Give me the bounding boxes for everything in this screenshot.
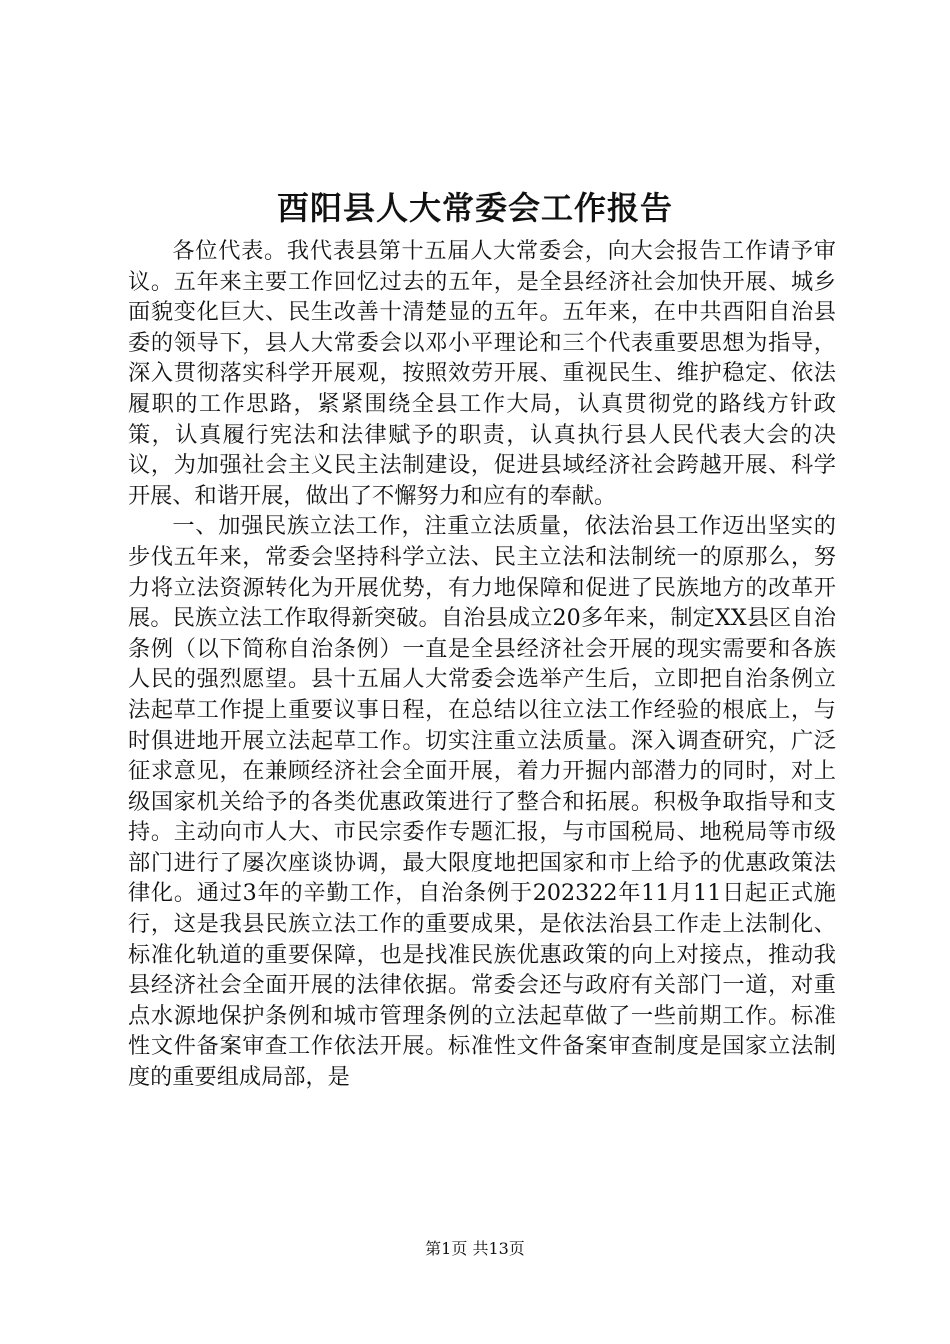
paragraph-section-one: 一、加强民族立法工作，注重立法质量，依法治县工作迈出坚实的步伐五年来，常委会坚持科学立法、民主立法和法制统一的原那么，努力将立法资源转化为开展优势，有力地保障和促进了民族地方的改革开展。民族立法工作取得新突破。自治县成立20多年来，制定XX县区自治条例（以下简称自治条例）一直是全县经济社会开展的现实需要和各族人民的强烈愿望。县十五届人大常委会选举产生后，立即把自治条例立法起草工作提上重要议事日程，在总结以往立法工作经验的根底上，与时俱进地开展立法起草工作。切实注重立法质量。深入调查研究，广泛征求意见，在兼顾经济社会全面开展，着力开掘内部潜力的同时，对上级国家机关给予的各类优惠政策进行了整合和拓展。积极争取指导和支持。主动向市人大、市民宗委作专题汇报，与市国税局、地税局等市级部门进行了屡次座谈协调，最大限度地把国家和市上给予的优惠政策法律化。通过3年的辛勤工作，自治条例于202322年11月11日起正式施行，这是我县民族立法工作的重要成果，是依法治县工作走上法制化、标准化轨道的重要保障，也是找准民族优惠政策的向上对接点，推动我县经济社会全面开展的法律依据。常委会还与政府有关部门一道，对重点水源地保护条例和城市管理条例的立法起草做了一些前期工作。标准性文件备案审查工作依法开展。标准性文件备案审查制度是国家立法制度的重要组成局部，是: [128, 513, 836, 1091]
paragraph-intro: 各位代表。我代表县第十五届人大常委会，向大会报告工作请予审议。五年来主要工作回忆过去的五年，是全县经济社会加快开展、城乡面貌变化巨大、民生改善十清楚显的五年。五年来，在中共酉阳自治县委的领导下，县人大常委会以邓小平理论和三个代表重要思想为指导，深入贯彻落实科学开展观，按照效劳开展、重视民生、维护稳定、依法履职的工作思路，紧紧围绕全县工作大局，认真贯彻党的路线方针政策，认真履行宪法和法律赋予的职责，认真执行县人民代表大会的决议，为加强社会主义民主法制建设，促进县域经济社会跨越开展、科学开展、和谐开展，做出了不懈努力和应有的奉献。: [128, 238, 836, 509]
document-title: 酉阳县人大常委会工作报告: [276, 189, 673, 227]
page-footer: 第1页 共13页: [425, 1239, 525, 1258]
document-body: [128, 236, 836, 1093]
